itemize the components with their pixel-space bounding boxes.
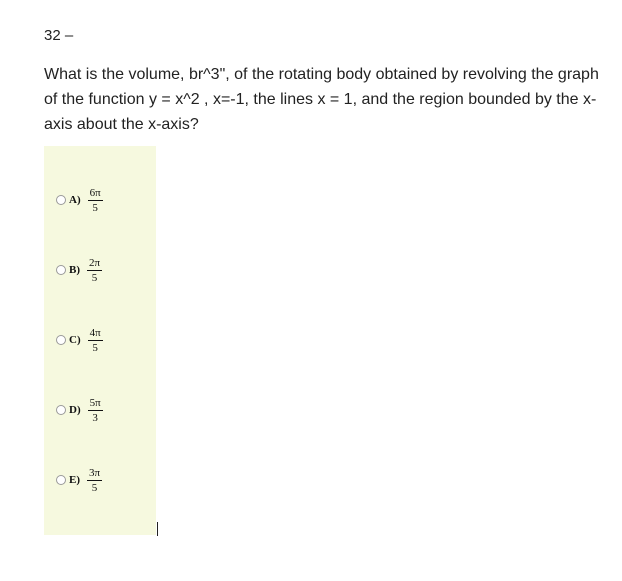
option-a-numerator: 6π xyxy=(89,186,101,199)
option-d-fraction xyxy=(88,397,103,424)
option-a-denominator: 5 xyxy=(92,201,98,214)
option-e[interactable] xyxy=(56,458,102,502)
option-a-label: A) xyxy=(69,194,81,206)
option-b-fraction xyxy=(87,257,102,284)
option-b-label: B) xyxy=(69,264,80,276)
text-cursor xyxy=(157,522,158,536)
option-c-radio[interactable] xyxy=(56,335,66,345)
answer-options-panel xyxy=(44,146,156,535)
option-c-denominator: 5 xyxy=(92,341,98,354)
question-text: What is the volume, br^3", of the rotating body obtained by revolving the graph of the function y = x^2 , x=-1, the lines x = 1, and the region bounded by the x-axis about the x-axis? xyxy=(44,66,599,133)
option-c-fraction xyxy=(88,327,103,354)
option-c-label: C) xyxy=(69,334,81,346)
option-b-denominator: 5 xyxy=(91,271,98,284)
option-a-fraction xyxy=(88,187,103,214)
option-d-numerator: 5π xyxy=(89,396,101,409)
option-e-numerator: 3π xyxy=(88,466,101,479)
option-d[interactable] xyxy=(56,388,103,432)
question-number: 32 – xyxy=(44,27,74,44)
option-b-numerator: 2π xyxy=(88,256,101,269)
option-e-radio[interactable] xyxy=(56,475,66,485)
option-b[interactable] xyxy=(56,248,102,292)
option-d-denominator: 3 xyxy=(92,411,98,424)
option-c[interactable] xyxy=(56,318,103,362)
option-d-radio[interactable] xyxy=(56,405,66,415)
option-a-radio[interactable] xyxy=(56,195,66,205)
option-e-fraction xyxy=(87,467,102,494)
option-d-label: D) xyxy=(69,404,81,416)
option-c-numerator: 4π xyxy=(89,326,101,339)
option-e-denominator: 5 xyxy=(91,481,98,494)
option-b-radio[interactable] xyxy=(56,265,66,275)
option-a[interactable] xyxy=(56,178,103,222)
option-e-label: E) xyxy=(69,474,80,486)
